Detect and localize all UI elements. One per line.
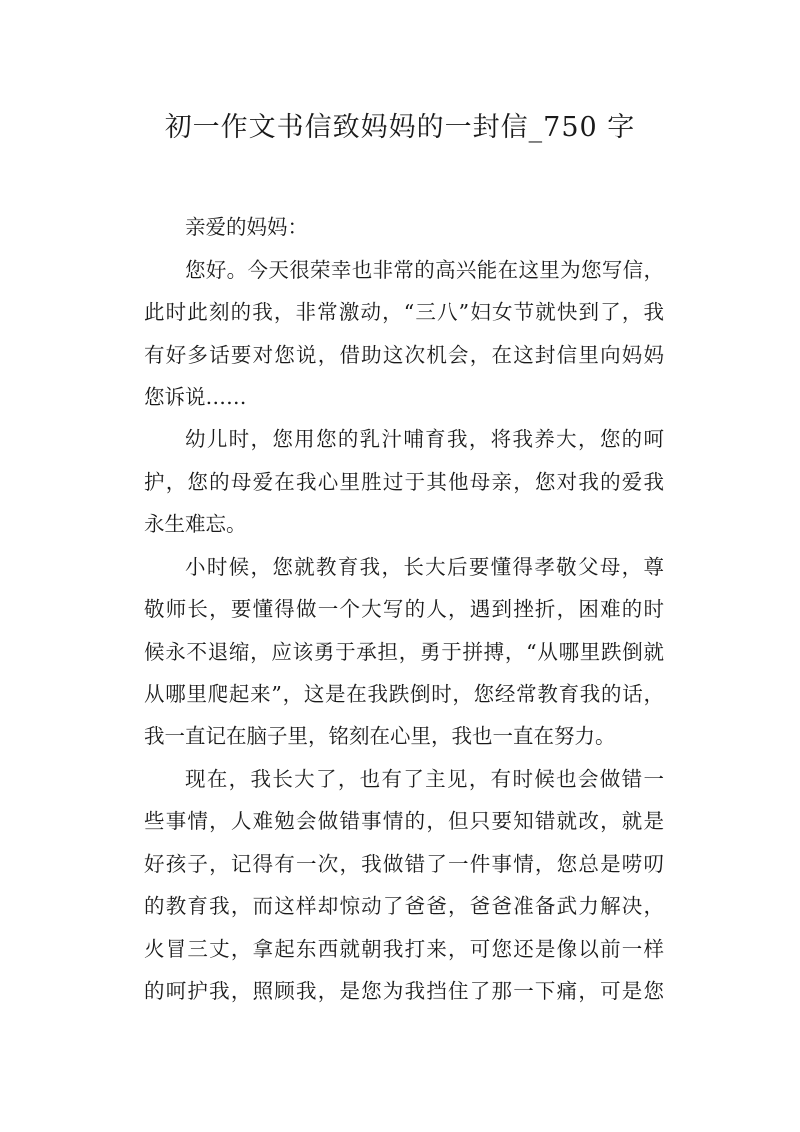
text-line: 好孩子，记得有一次，我做错了一件事情，您总是唠叨 — [144, 852, 664, 876]
document-title: 初一作文书信致妈妈的一封信_750 字 — [164, 112, 636, 143]
text-line: 您好。今天很荣幸也非常的高兴能在这里为您写信， — [185, 258, 664, 282]
text-line: 敬师长，要懂得做一个大写的人，遇到挫折，困难的时 — [144, 597, 664, 621]
text-line: 从哪里爬起来”，这是在我跌倒时，您经常教育我的话， — [144, 682, 664, 706]
text-line: 的呵护我，照顾我，是您为我挡住了那一下痛，可是您 — [144, 979, 664, 1003]
text-line: 有好多话要对您说，借助这次机会，在这封信里向妈妈 — [144, 343, 664, 367]
text-line: 幼儿时，您用您的乳汁哺育我，将我养大，您的呵 — [185, 427, 664, 451]
text-line: 我一直记在脑子里，铭刻在心里，我也一直在努力。 — [144, 724, 616, 748]
text-line: 护，您的母爱在我心里胜过于其他母亲，您对我的爱我 — [144, 470, 664, 494]
text-line: 火冒三丈，拿起东西就朝我打来，可您还是像以前一样 — [144, 937, 664, 961]
text-line: 候永不退缩，应该勇于承担，勇于拼搏，“从哪里跌倒就 — [144, 640, 664, 664]
text-line: 永生难忘。 — [144, 512, 247, 536]
text-line: 些事情，人难勉会做错事情的，但只要知错就改，就是 — [144, 809, 664, 833]
text-line: 的教育我，而这样却惊动了爸爸，爸爸准备武力解决， — [144, 894, 664, 918]
text-line: 小时候，您就教育我，长大后要懂得孝敬父母，尊 — [185, 555, 664, 579]
salutation-line: 亲爱的妈妈： — [185, 215, 308, 239]
text-line: 现在，我长大了，也有了主见，有时候也会做错一 — [185, 767, 664, 791]
text-line: 此时此刻的我，非常激动，“三八”妇女节就快到了，我 — [144, 300, 664, 324]
text-line: 您诉说…… — [144, 385, 247, 409]
